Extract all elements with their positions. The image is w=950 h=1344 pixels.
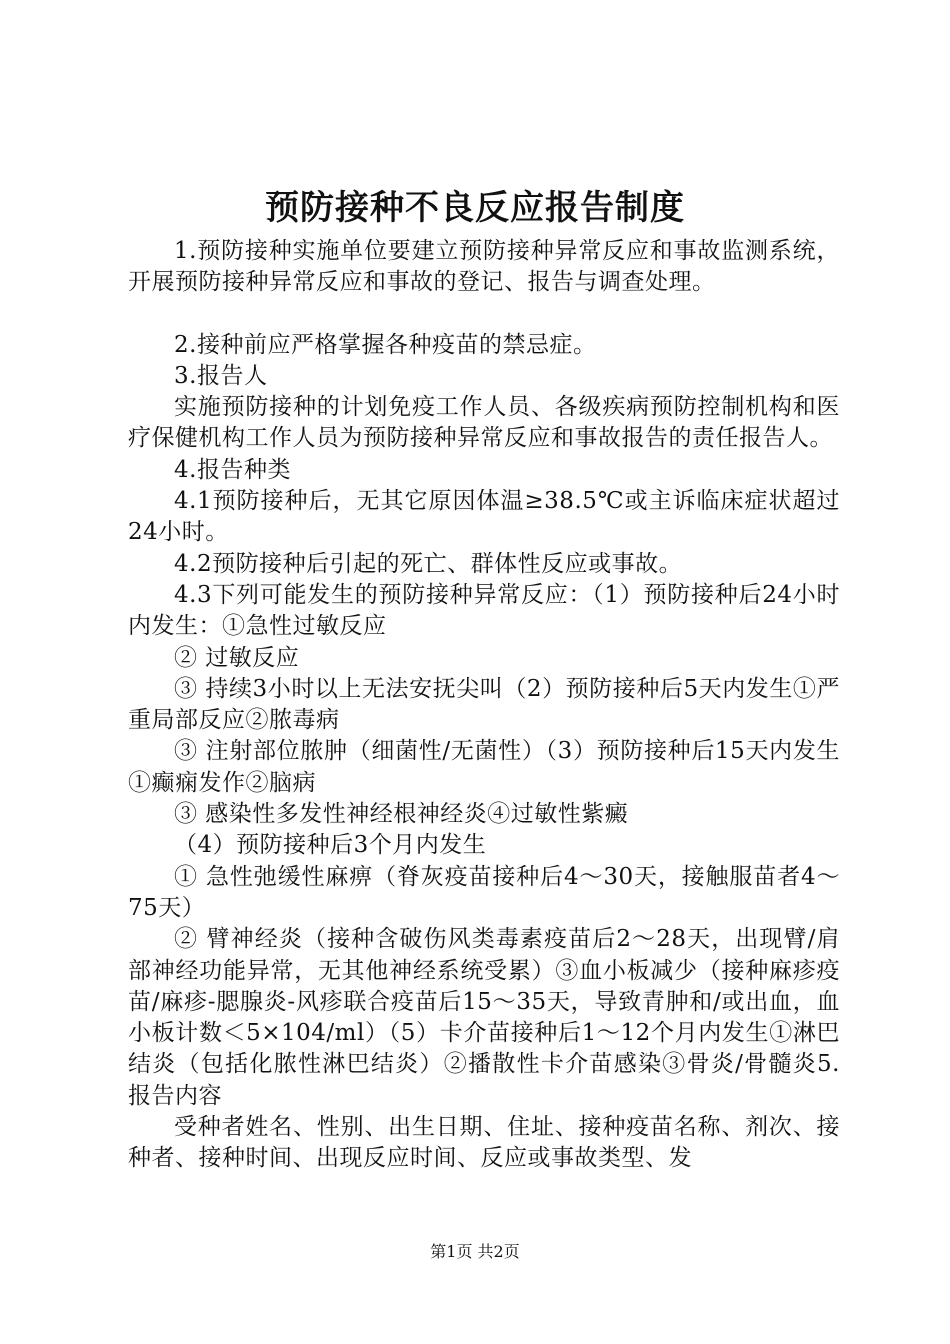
paragraph: 3.报告人 (174, 362, 268, 389)
paragraph: ③ 感染性多发性神经根神经炎④过敏性紫癜 (174, 801, 629, 828)
paragraph: 4.1预防接种后，无其它原因体温≥38.5℃或主诉临床症状超过24小时。 (128, 488, 840, 546)
paragraph: 1.预防接种实施单位要建立预防接种异常反应和事故监测系统，开展预防接种异常反应和事故的登记、报告与调查处理。 (128, 238, 840, 296)
paragraph: （4）预防接种后3个月内发生 (174, 832, 487, 859)
paragraph: 受种者姓名、性别、出生日期、住址、接种疫苗名称、剂次、接种者、接种时间、出现反应时间、反应或事故类型、发 (128, 1114, 840, 1172)
paragraph: ① 急性弛缓性麻痹（脊灰疫苗接种后4～30天，接触服苗者4～75天） (128, 863, 840, 921)
paragraph: 实施预防接种的计划免疫工作人员、各级疾病预防控制机构和医疗保健机构工作人员为预防接种异常反应和事故报告的责任报告人。 (128, 394, 840, 452)
document-title: 预防接种不良反应报告制度 (265, 188, 685, 228)
paragraph: ③ 持续3小时以上无法安抚尖叫（2）预防接种后5天内发生①严重局部反应②脓毒病 (128, 675, 840, 734)
paragraph: ② 臂神经炎（接种含破伤风类毒素疫苗后2～28天，出现臂/肩部神经功能异常，无其他神经系统受累）③血小板减少（接种麻疹疫苗/麻疹-腮腺炎-风疹联合疫苗后15～35天，导致青肿和/或出血，血小板计数＜5×104/ml）（5）卡介苗接种后1～12个月内发生①淋巴结炎（包括化脓性淋巴结炎）②播散性卡介苗感染③骨炎/骨髓炎5.报告内容 (128, 926, 840, 1109)
page-footer: 第1页 共2页 (430, 1242, 520, 1261)
document-body (128, 236, 840, 1175)
paragraph: 4.3下列可能发生的预防接种异常反应：（1）预防接种后24小时内发生：①急性过敏反应 (128, 581, 840, 640)
paragraph: 2.接种前应严格掌握各种疫苗的禁忌症。 (174, 331, 597, 358)
paragraph: 4.2预防接种后引起的死亡、群体性反应或事故。 (174, 550, 683, 577)
paragraph: ② 过敏反应 (174, 644, 300, 671)
paragraph: 4.报告种类 (174, 456, 291, 483)
paragraph: ③ 注射部位脓肿（细菌性/无菌性）（3）预防接种后15天内发生①癫痫发作②脑病 (128, 738, 840, 796)
